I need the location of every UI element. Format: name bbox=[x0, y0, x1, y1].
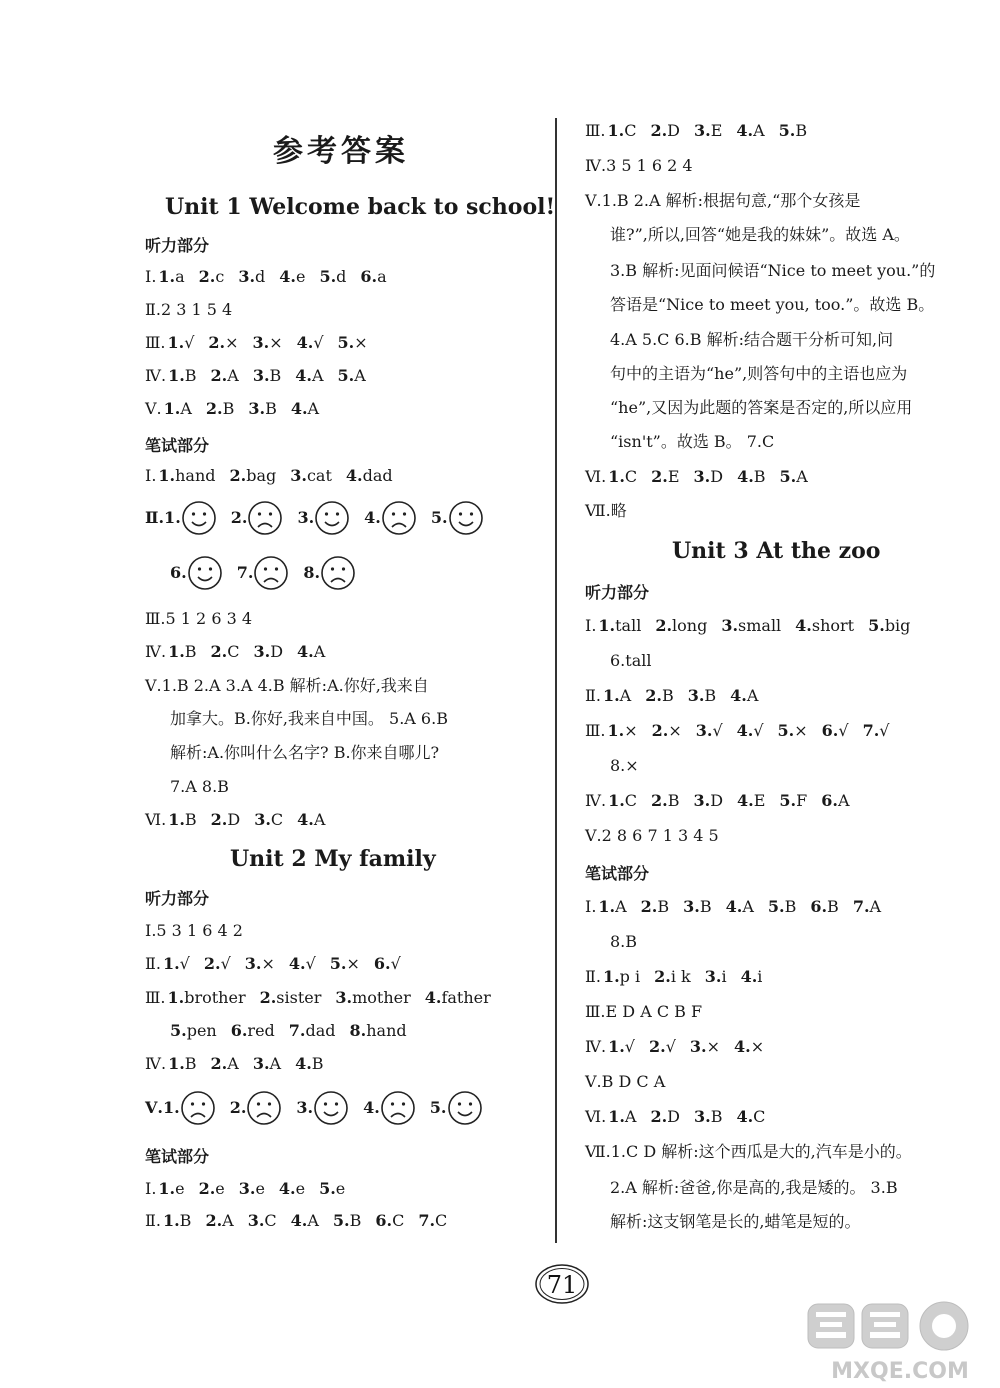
answer-line: Ⅴ.1.B 2.A 3.A 4.B 解析:A.你好,我来自 bbox=[145, 676, 429, 695]
answer-item: 4.A bbox=[736, 121, 765, 140]
answer-item: 2.A bbox=[210, 1054, 239, 1073]
answer-item: 2.e bbox=[198, 1179, 225, 1198]
answer-line bbox=[145, 641, 339, 663]
answer-item: 1.A bbox=[608, 1107, 637, 1126]
question-group-label: Ⅳ. bbox=[145, 1054, 167, 1073]
face-line bbox=[170, 555, 370, 591]
sad-face-icon bbox=[247, 500, 283, 536]
answer-item: 5.B bbox=[778, 121, 808, 140]
answer-item: 6.red bbox=[230, 1021, 275, 1040]
sad-face-icon bbox=[381, 500, 417, 536]
answer-line: Ⅲ.5 1 2 6 3 4 bbox=[145, 609, 253, 628]
answer-line: 3.B 解析:见面问候语“Nice to meet you.”的 bbox=[610, 261, 936, 280]
answer-line: 答语是“Nice to meet you, too.”。故选 B。 bbox=[610, 295, 935, 314]
answer-line bbox=[145, 398, 333, 420]
answer-item: 2.B bbox=[640, 897, 670, 916]
answer-item: 3.small bbox=[721, 616, 782, 635]
answer-item: 2.A bbox=[205, 1211, 234, 1230]
question-group-label: Ⅰ. bbox=[585, 616, 597, 635]
answer-item: 4.A bbox=[730, 686, 759, 705]
answer-item: 3.D bbox=[253, 642, 284, 661]
answer-item: 4.short bbox=[795, 616, 855, 635]
face-label: 2. bbox=[229, 1098, 247, 1117]
column-divider bbox=[555, 118, 557, 1243]
answer-item: 5.× bbox=[337, 333, 368, 352]
answer-line: Ⅳ.3 5 1 6 2 4 bbox=[585, 156, 693, 175]
answer-item: 4.B bbox=[737, 467, 766, 486]
face-label: 3. bbox=[296, 1098, 314, 1117]
answer-item: 4.dad bbox=[345, 466, 393, 485]
answer-line bbox=[585, 1106, 779, 1128]
face-label: 4. bbox=[364, 508, 381, 527]
answer-item: 4.i bbox=[740, 967, 763, 986]
answer-item: 5.× bbox=[777, 721, 808, 740]
question-group-label: Ⅱ. bbox=[145, 954, 161, 973]
answer-item: 1.B bbox=[168, 642, 197, 661]
answer-item: 3.D bbox=[693, 791, 724, 810]
answer-item: 1.√ bbox=[162, 954, 190, 973]
face-label: Ⅱ.1. bbox=[145, 508, 181, 527]
answer-item: 2.bag bbox=[229, 466, 277, 485]
answer-line: Ⅴ.2 8 6 7 1 3 4 5 bbox=[585, 826, 719, 845]
answer-line bbox=[585, 720, 903, 742]
answer-item: 3.A bbox=[252, 1054, 282, 1073]
answer-item: 5.pen bbox=[170, 1021, 217, 1040]
question-group-label: Ⅲ. bbox=[585, 121, 606, 140]
answer-item: 3.√ bbox=[695, 721, 723, 740]
answer-item: 3.cat bbox=[290, 466, 332, 485]
answer-item: 1.tall bbox=[598, 616, 642, 635]
answer-item: 5.A bbox=[337, 366, 366, 385]
sad-face-icon bbox=[180, 1090, 216, 1126]
answer-line bbox=[145, 465, 407, 487]
answer-line: 句中的主语为“he”,则答句中的主语也应为 bbox=[610, 364, 908, 383]
answer-item: 3.i bbox=[704, 967, 727, 986]
answer-item: 2.√ bbox=[203, 954, 231, 973]
u2-listening-heading: 听力部分 bbox=[145, 889, 210, 908]
answer-item: 1.B bbox=[162, 1211, 192, 1230]
u1-written-heading: 笔试部分 bbox=[145, 436, 210, 455]
answer-item: 3.× bbox=[244, 954, 275, 973]
answer-item: 4.A bbox=[297, 642, 326, 661]
question-group-label: Ⅰ. bbox=[145, 1179, 157, 1198]
answer-item: 5.d bbox=[319, 267, 347, 286]
answer-item: 6.√ bbox=[373, 954, 401, 973]
answer-item: 3.e bbox=[238, 1179, 265, 1198]
answer-item: 7.A bbox=[852, 897, 882, 916]
answer-item: 2.× bbox=[208, 333, 239, 352]
question-group-label: Ⅲ. bbox=[145, 988, 166, 1007]
answer-item: 2.D bbox=[210, 810, 241, 829]
answer-line bbox=[145, 365, 380, 387]
face-label: 8. bbox=[303, 563, 321, 582]
answer-line: Ⅴ.B D C A bbox=[585, 1072, 666, 1091]
answer-item: 6.C bbox=[375, 1211, 405, 1230]
answer-item: 2.C bbox=[210, 642, 240, 661]
answer-item: 4.A bbox=[295, 366, 324, 385]
answer-item: 5.F bbox=[779, 791, 808, 810]
answer-line: 8.B bbox=[610, 932, 638, 951]
answer-item: 1.A bbox=[163, 399, 192, 418]
answer-item: 1.C bbox=[608, 467, 638, 486]
u3-listening-heading: 听力部分 bbox=[585, 583, 650, 602]
answer-item: 3.B bbox=[693, 1107, 723, 1126]
svg-text:MXQE.COM: MXQE.COM bbox=[831, 1359, 969, 1384]
answer-line bbox=[145, 809, 339, 831]
u3-written-heading: 笔试部分 bbox=[585, 864, 650, 883]
answer-line: 解析:A.你叫什么名字? B.你来自哪儿? bbox=[170, 743, 440, 762]
answer-item: 2.c bbox=[198, 267, 225, 286]
answer-item: 3.C bbox=[254, 810, 284, 829]
answer-item: 4.father bbox=[424, 988, 491, 1007]
answer-line: Ⅶ.略 bbox=[585, 501, 627, 520]
answer-line bbox=[585, 615, 924, 637]
answer-line bbox=[145, 1178, 359, 1200]
answer-line bbox=[145, 987, 505, 1009]
answer-item: 2.√ bbox=[648, 1037, 676, 1056]
answer-item: 3.B bbox=[687, 686, 717, 705]
answer-line: 6.tall bbox=[610, 651, 652, 670]
answer-item: 2.B bbox=[651, 791, 680, 810]
answer-line: “isn't”。故选 B。 7.C bbox=[610, 432, 775, 451]
question-group-label: Ⅳ. bbox=[585, 1037, 607, 1056]
question-group-label: Ⅳ. bbox=[585, 791, 607, 810]
answer-item: 2.sister bbox=[259, 988, 322, 1007]
answer-line bbox=[145, 1210, 461, 1232]
answer-line bbox=[145, 266, 401, 288]
answer-line bbox=[585, 790, 864, 812]
answer-item: 1.B bbox=[168, 810, 197, 829]
question-group-label: Ⅱ. bbox=[585, 686, 601, 705]
answer-line: 加拿大。B.你好,我来自中国。 5.A 6.B bbox=[170, 709, 448, 728]
answer-item: 4.e bbox=[279, 267, 306, 286]
face-label: 5. bbox=[429, 1098, 447, 1117]
answer-item: 1.√ bbox=[608, 1037, 635, 1056]
question-group-label: Ⅴ. bbox=[145, 399, 162, 418]
answer-item: 1.e bbox=[158, 1179, 185, 1198]
unit-1-title: Unit 1 Welcome back to school! bbox=[165, 194, 556, 220]
question-group-label: Ⅵ. bbox=[585, 467, 607, 486]
u1-listening-heading: 听力部分 bbox=[145, 236, 210, 255]
answer-item: 4.B bbox=[295, 1054, 324, 1073]
answer-item: 3.mother bbox=[335, 988, 411, 1007]
answer-item: 1.A bbox=[602, 686, 632, 705]
answer-line bbox=[145, 953, 415, 975]
sad-face-icon bbox=[253, 555, 289, 591]
answer-line bbox=[585, 685, 772, 707]
face-label: 7. bbox=[236, 563, 254, 582]
answer-item: 5.A bbox=[779, 467, 808, 486]
smiley-face-icon bbox=[313, 1090, 349, 1126]
answer-item: 3.B bbox=[248, 399, 277, 418]
answer-item: 4.A bbox=[290, 1211, 319, 1230]
answer-item: 1.A bbox=[598, 897, 627, 916]
answer-item: 1.√ bbox=[167, 333, 195, 352]
answer-item: 8.hand bbox=[349, 1021, 407, 1040]
face-label: 2. bbox=[230, 508, 248, 527]
answer-line bbox=[585, 466, 822, 488]
answer-item: 1.C bbox=[608, 791, 638, 810]
answer-item: 1.× bbox=[607, 721, 638, 740]
smiley-face-icon bbox=[181, 500, 217, 536]
answer-item: 4.√ bbox=[736, 721, 764, 740]
face-label: Ⅴ.1. bbox=[145, 1098, 180, 1117]
answer-item: 2.A bbox=[210, 366, 239, 385]
answer-item: 1.B bbox=[168, 366, 197, 385]
answer-item: 4.C bbox=[736, 1107, 766, 1126]
answer-line: 2.A 解析:爸爸,你是高的,我是矮的。 3.B bbox=[610, 1178, 898, 1197]
smiley-face-icon bbox=[448, 500, 484, 536]
answer-item: 4.E bbox=[737, 791, 766, 810]
answer-item: 4.A bbox=[725, 897, 754, 916]
answer-line bbox=[585, 966, 776, 988]
answer-item: 4.A bbox=[297, 810, 326, 829]
answer-item: 2.D bbox=[650, 121, 680, 140]
svg-text:71: 71 bbox=[546, 1271, 578, 1299]
face-label: 4. bbox=[363, 1098, 380, 1117]
answer-line: 4.A 5.C 6.B 解析:结合题干分析可知,问 bbox=[610, 330, 894, 349]
smiley-face-icon bbox=[187, 555, 223, 591]
answer-item: 7.C bbox=[418, 1211, 448, 1230]
unit-3-title: Unit 3 At the zoo bbox=[672, 538, 881, 564]
question-group-label: Ⅵ. bbox=[145, 810, 167, 829]
question-group-label: Ⅳ. bbox=[145, 366, 167, 385]
question-group-label: Ⅰ. bbox=[585, 897, 597, 916]
answer-item: 1.a bbox=[158, 267, 185, 286]
question-group-label: Ⅰ. bbox=[145, 267, 157, 286]
answer-item: 3.B bbox=[683, 897, 712, 916]
answer-item: 1.brother bbox=[167, 988, 246, 1007]
answer-item: 4.× bbox=[734, 1037, 765, 1056]
answer-item: 3.C bbox=[247, 1211, 277, 1230]
page-number bbox=[534, 1262, 590, 1306]
answer-item: 5.B bbox=[767, 897, 797, 916]
face-label: 3. bbox=[297, 508, 315, 527]
answer-item: 1.B bbox=[168, 1054, 197, 1073]
answer-item: 3.× bbox=[689, 1037, 720, 1056]
answer-item: 6.B bbox=[810, 897, 839, 916]
answer-line: 解析:这支钢笔是长的,蜡笔是短的。 bbox=[610, 1212, 861, 1231]
answer-item: 6.A bbox=[821, 791, 850, 810]
answer-item: 1.hand bbox=[158, 466, 216, 485]
answer-line: Ⅰ.5 3 1 6 4 2 bbox=[145, 921, 243, 940]
smiley-face-icon bbox=[314, 500, 350, 536]
answer-line: 8.× bbox=[610, 756, 639, 775]
answer-line bbox=[585, 1036, 778, 1058]
answer-item: 5.B bbox=[332, 1211, 362, 1230]
face-label: 5. bbox=[430, 508, 448, 527]
answer-item: 1.p i bbox=[602, 967, 641, 986]
answer-item: 3.E bbox=[694, 121, 723, 140]
answer-item: 2.× bbox=[651, 721, 682, 740]
sad-face-icon bbox=[246, 1090, 282, 1126]
answer-item: 6.a bbox=[360, 267, 387, 286]
answer-item: 2.B bbox=[205, 399, 235, 418]
answer-line bbox=[585, 120, 821, 142]
answer-line bbox=[145, 1053, 338, 1075]
answer-item: 2.long bbox=[655, 616, 708, 635]
answer-item: 3.D bbox=[693, 467, 724, 486]
page-title: 参考答案 bbox=[273, 134, 409, 169]
question-group-label: Ⅱ. bbox=[585, 967, 601, 986]
answer-line bbox=[145, 332, 382, 354]
answer-item: 7.√ bbox=[862, 721, 890, 740]
u2-written-heading: 笔试部分 bbox=[145, 1147, 210, 1166]
answer-item: 4.√ bbox=[288, 954, 316, 973]
answer-line bbox=[585, 896, 895, 918]
answer-item: 3.× bbox=[252, 333, 283, 352]
answer-item: 2.E bbox=[651, 467, 680, 486]
answer-item: 5.e bbox=[319, 1179, 346, 1198]
question-group-label: Ⅰ. bbox=[145, 466, 157, 485]
watermark-logo bbox=[800, 1298, 995, 1384]
answer-item: 4.√ bbox=[296, 333, 324, 352]
question-group-label: Ⅲ. bbox=[145, 333, 166, 352]
answer-item: 4.e bbox=[278, 1179, 306, 1198]
answer-item: 7.dad bbox=[288, 1021, 336, 1040]
answer-item: 2.i k bbox=[654, 967, 691, 986]
face-line bbox=[145, 1090, 497, 1126]
answer-item: 4.A bbox=[290, 399, 320, 418]
question-group-label: Ⅵ. bbox=[585, 1107, 607, 1126]
answer-item: 1.C bbox=[607, 121, 637, 140]
answer-line: Ⅶ.1.C D 解析:这个西瓜是大的,汽车是小的。 bbox=[585, 1142, 912, 1161]
question-group-label: Ⅳ. bbox=[145, 642, 167, 661]
face-label: 6. bbox=[170, 563, 187, 582]
answer-item: 2.D bbox=[650, 1107, 680, 1126]
answer-item: 3.d bbox=[238, 267, 266, 286]
answer-item: 5.× bbox=[329, 954, 360, 973]
answer-line: “he”,又因为此题的答案是否定的,所以应用 bbox=[610, 398, 913, 417]
unit-2-title: Unit 2 My family bbox=[230, 846, 436, 872]
answer-item: 6.√ bbox=[821, 721, 849, 740]
answer-item: 3.B bbox=[252, 366, 282, 385]
answer-item: 2.B bbox=[645, 686, 674, 705]
sad-face-icon bbox=[320, 555, 356, 591]
answer-line: Ⅴ.1.B 2.A 解析:根据句意,“那个女孩是 bbox=[585, 191, 861, 210]
answer-line: 7.A 8.B bbox=[170, 777, 229, 796]
smiley-face-icon bbox=[447, 1090, 483, 1126]
question-group-label: Ⅲ. bbox=[585, 721, 606, 740]
answer-line: 谁?”,所以,回答“她是我的妹妹”。故选 A。 bbox=[610, 225, 910, 244]
answer-line: Ⅱ.2 3 1 5 4 bbox=[145, 300, 233, 319]
answer-item: 5.big bbox=[868, 616, 911, 635]
answer-line bbox=[170, 1020, 421, 1042]
sad-face-icon bbox=[380, 1090, 416, 1126]
face-line bbox=[145, 500, 498, 536]
question-group-label: Ⅱ. bbox=[145, 1211, 161, 1230]
answer-line: Ⅲ.E D A C B F bbox=[585, 1002, 703, 1021]
